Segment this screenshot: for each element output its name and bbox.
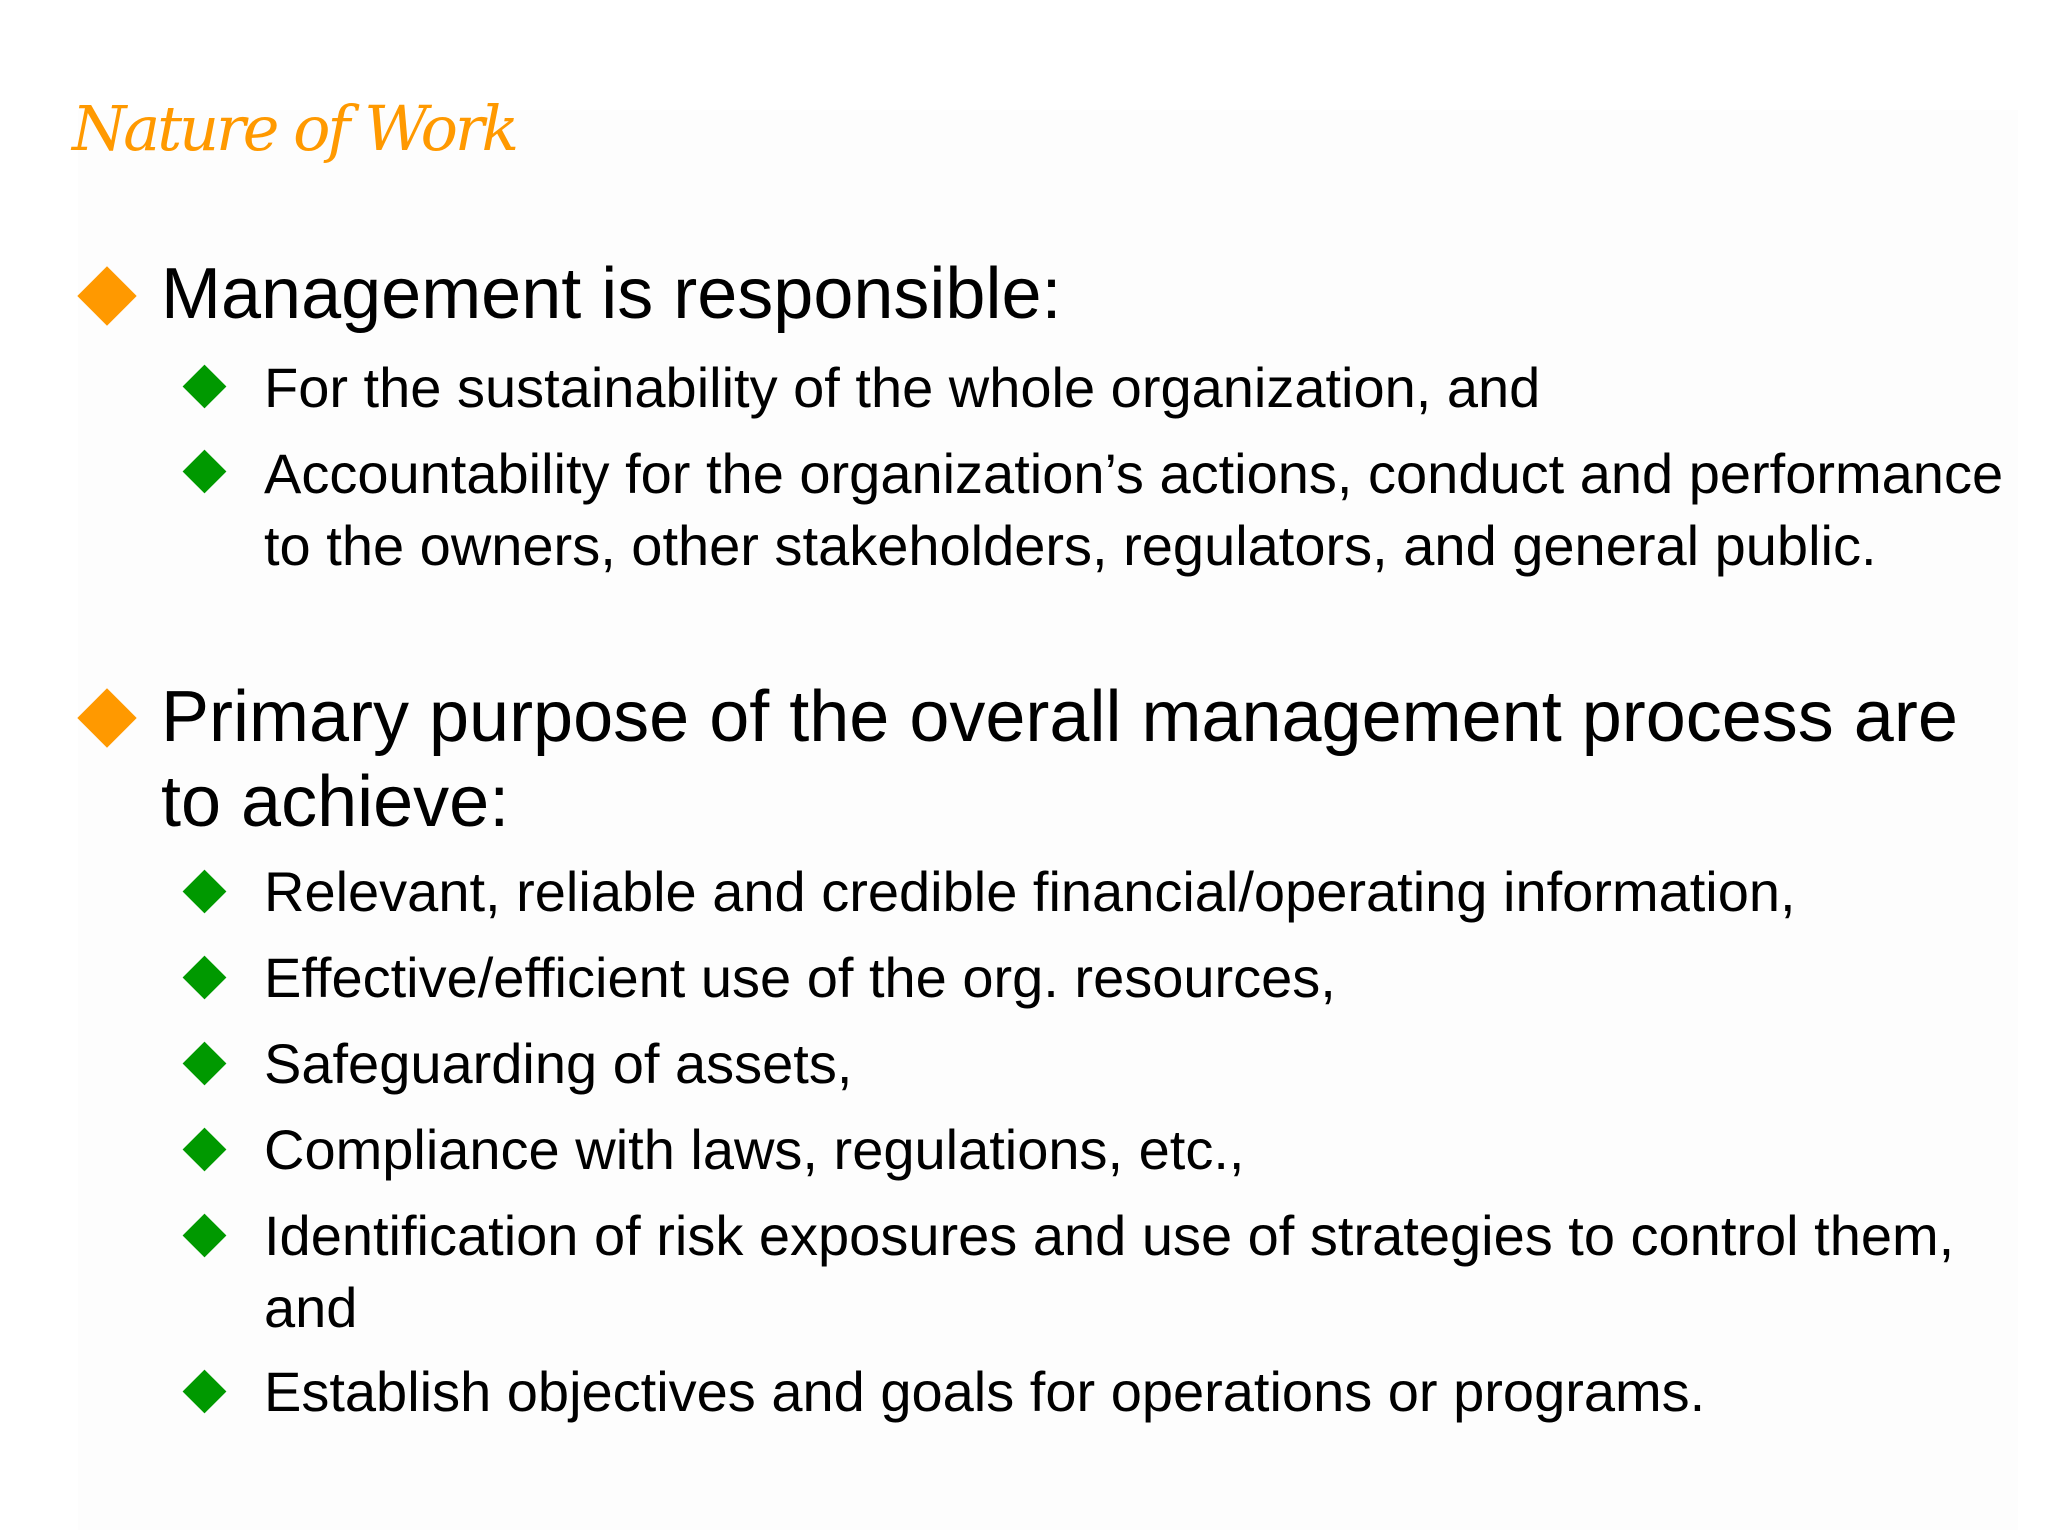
slide-title: Nature of Work [72, 92, 517, 165]
sub-bullet-risk-identification: Identification of risk exposures and use of strategies to control them, and [264, 1204, 1955, 1339]
sub-bullet-safeguarding: Safeguarding of assets, [264, 1032, 853, 1095]
sub-bullet-objectives: Establish objectives and goals for operations or programs. [264, 1360, 1706, 1423]
bullet-primary-purpose: Primary purpose of the overall management process are to achieve: [161, 677, 1958, 842]
sub-bullet-relevant-information: Relevant, reliable and credible financial/operating information, [264, 860, 1796, 923]
sub-bullet-compliance: Compliance with laws, regulations, etc., [264, 1118, 1245, 1181]
bullet-management-responsible: Management is responsible: [161, 254, 1062, 334]
sub-bullet-accountability: Accountability for the organization’s actions, conduct and performance to the owners, other stakeholders, regulators, and general public. [264, 442, 2004, 577]
sub-bullet-sustainability: For the sustainability of the whole organization, and [264, 356, 1541, 419]
sub-bullet-effective-use: Effective/efficient use of the org. resources, [264, 946, 1336, 1009]
